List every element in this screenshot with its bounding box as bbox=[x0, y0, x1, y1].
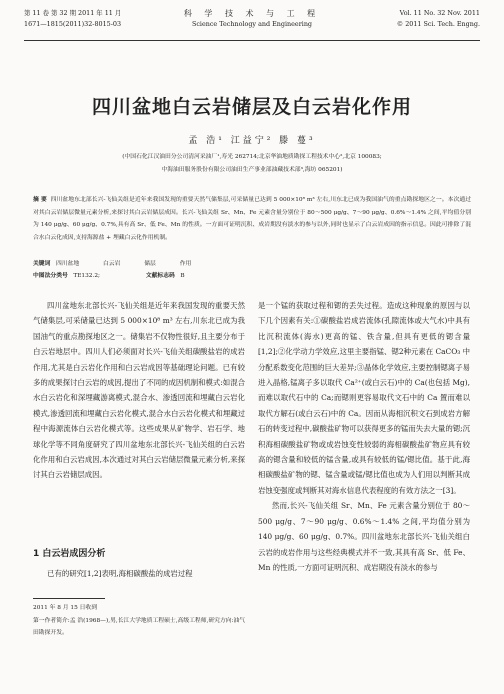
volume-line: Vol. 11 No. 32 Nov. 2011 bbox=[399, 9, 480, 17]
classification-line bbox=[33, 270, 471, 282]
page-title: 四川盆地白云岩储层及白云岩化作用 bbox=[91, 96, 412, 118]
section-paragraph-start: 已有的研究[1,2]表明,海相碳酸盐的成岩过程 bbox=[47, 569, 193, 578]
header-right bbox=[397, 8, 480, 30]
journal-name-en: Science Technology and Engineering bbox=[191, 20, 313, 28]
footnote-rule bbox=[33, 598, 105, 599]
keyword: 白云岩 bbox=[102, 261, 121, 267]
body-paragraph: 是一个锰的获取过程和锶的丢失过程。造成这种现象的原因与以下几个因素有关:①碳酸盐岩成岩流体(孔隙流体或大气水)中具有比沉积流体(海水)更高的锰、铁含量,但具有更低的锶含量[1,2];②化学动力学效应,这里主要指锰、锶2种元素在 CaCO₃ 中分配系数变化范围的巨大差异;③晶体化学效应,主要控制锶离子易进入晶格,锰离子多以取代 Ca²⁺(或白云石)中的 Ca(也包括 Mg),而难以取代石中的 Ca;而锶则更容易取代文石中的 Ca 置而难以取代方解石(或白云石)中的 Ca。因而从海相沉积文石到成岩方解石的转变过程中,碳酸盐矿物可以获得更多的锰而失去大量的锶;沉积海相碳酸盐矿物或成岩蚀变性较弱的海相碳酸盐矿物应具有较高的锶含量和较低的锰含量,或具有较低的锰/锶比值。基于此,海相碳酸盐矿物的锶、锰含量或锰/锶比值也成为人们用以判断其成岩蚀变强度或判断其对海水信息代表程度的有效方法之一[3]。 bbox=[258, 301, 470, 495]
section-heading: 1 白云岩成因分析 bbox=[33, 549, 106, 559]
doc-code-value: B bbox=[180, 273, 185, 279]
keywords-label: 关键词 bbox=[33, 261, 51, 267]
body-paragraph: 然而,长兴-飞仙关组 Sr、Mn、Fe 元素含量分别位于 80～500 μg/g、7～90 μg/g、0.6%～1.4% 之间,平均值分别为 140 μg/g、60 μg/g、0.7%。四川盆地东北部长兴-飞仙关组白云岩的成岩作用与这些经典模式并不一致,其具有高 Sr、低 Fe、Mn 的性质,一方面可证明沉积、成岩期没有淡水的参与 bbox=[258, 501, 470, 572]
keyword: 四川盆地 bbox=[55, 261, 80, 267]
keywords-block bbox=[33, 258, 471, 282]
doc-code-label: 文献标志码 bbox=[145, 273, 175, 279]
running-header bbox=[24, 8, 480, 42]
issue-line: 第 11 卷 第 32 期 2011 年 11 月 bbox=[24, 9, 122, 17]
copyright-line: © 2011 Sci. Tech. Engng. bbox=[396, 20, 480, 28]
article-number: 1671—1815(2011)32-8015-03 bbox=[24, 20, 122, 28]
body-column-left bbox=[33, 298, 245, 483]
footnote bbox=[33, 602, 247, 640]
received-date: 2011 年 8 月 15 日收到 bbox=[33, 605, 98, 611]
abstract-text: 四川盆地东北部长兴-飞仙关组是近年来我国发现的重要天然气储集层,可采储量已达到 5 000×10⁸ m³ 左右,川东北已成为我国油气的重点勘探地区之一。本次通过对其白云岩储层微量元素分析,来探讨其白云岩储层成因。长兴-飞仙关组 Sr、Mn、Fe 元素含量分别位于 80～500 μg/g、7～90 μg/g、0.6%～1.4% 之间,平均值分别为 140 μg/g、60 μg/g、0.7%,具有高 Sr、低 Fe、Mn 的性质。一方面可证明沉积、成岩期没有淡水的参与以外,同时也显示了白云岩成因的指示信息。因此可排除了混合水白云化成因,支持海源盐 + 埋藏白云化作用机制。 bbox=[33, 197, 471, 241]
keywords-line bbox=[33, 258, 471, 270]
journal-name-cn: 科 学 技 术 与 工 程 bbox=[183, 9, 321, 18]
header-rule bbox=[24, 40, 480, 41]
keyword: 作用 bbox=[179, 261, 192, 267]
abstract-label: 摘 要 bbox=[33, 197, 47, 203]
intro-paragraph: 四川盆地东北部长兴-飞仙关组是近年来我国发现的重要天然气储集层,可采储量已达到 5 000×10⁸ m³ 左右,川东北已成为我国油气的重点勘探地区之一。储集岩不仅物性很好,且主要分布于白云岩地层中。四川人们必须面对长兴-飞仙关组碳酸盐岩的成岩作用,尤其是白云岩化作用和白云岩成因等基础理论问题。已有较多的成果探讨白云岩的成因,提出了不同的成因机制和模式:如混合水白云岩化和深埋藏游离模式,混合水、渗透回流和埋藏白云岩化模式,渗透回流和埋藏白云岩化模式,混合水白云岩化模式和埋藏过程中海源流体白云岩化模式等。这些成果从矿物学、岩石学、地球化学等不同角度研究了四川盆地东北部长兴-飞仙关组的白云岩化作用和白云岩成因,本次通过对其白云岩储层微量元素分析,来探讨其白云岩储层成因。 bbox=[33, 301, 245, 480]
abstract bbox=[33, 194, 471, 244]
keyword: 储层 bbox=[144, 261, 156, 267]
author-list: 孟 浩¹ 江益宁² 滕 蔓³ bbox=[188, 136, 316, 146]
affiliation bbox=[20, 151, 484, 177]
clc-label: 中图法分类号 bbox=[33, 273, 68, 279]
clc-value: TE132.2; bbox=[73, 273, 100, 279]
affiliation-line-1: (中国石化江汉油田分公司清河采油厂¹,寿光 262714;北京华油地质勘探工程技术中心²,北京 100083; bbox=[122, 154, 382, 160]
author-bio: 第一作者简介:孟 浩(1968—),男,长江大学地质工程硕士,高级工程师,研究方向:油气田勘探开发。 bbox=[33, 617, 246, 636]
affiliation-line-2: 中海油田服务股份有限公司油田生产事业部油藏技术部³,海坊 065201) bbox=[161, 167, 343, 173]
body-column-right bbox=[258, 298, 470, 575]
